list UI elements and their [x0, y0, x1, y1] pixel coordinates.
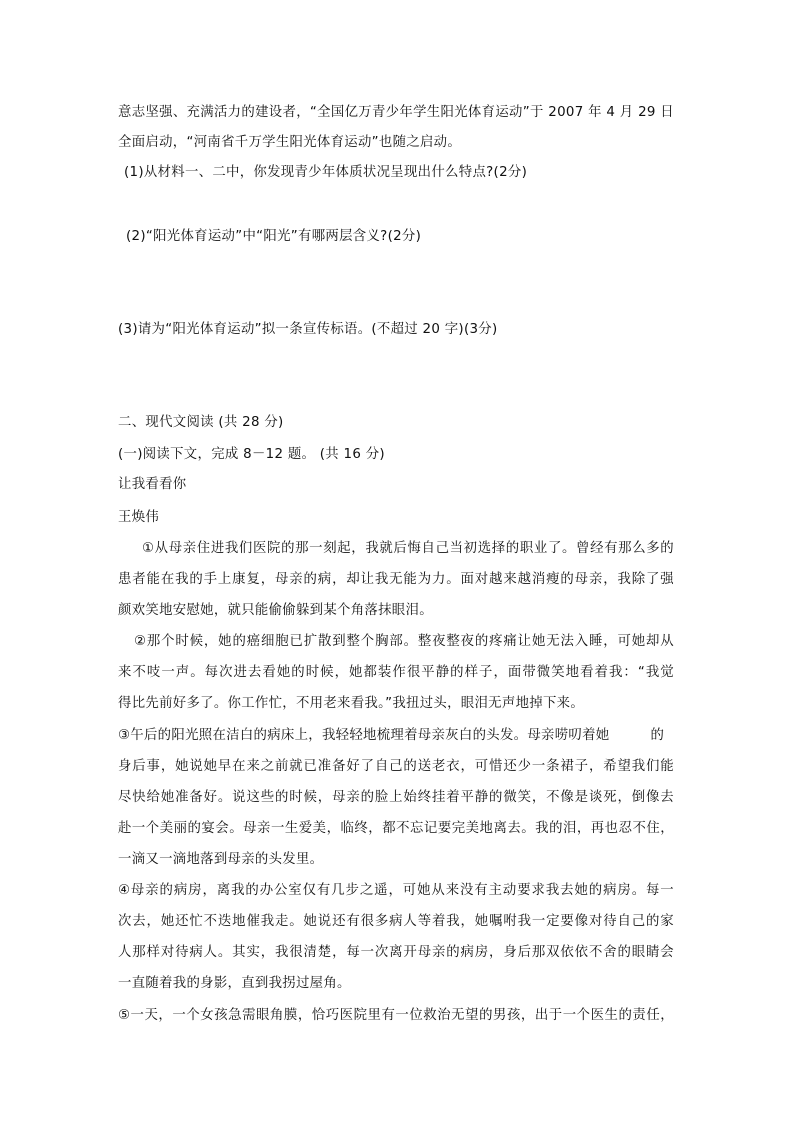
paragraph-line: 身后事，她说她早在来之前就已准备好了自己的送老衣，可惜还少一条裙子，希望我们能: [118, 759, 674, 774]
paragraph-line: ①从母亲住进我们医院的那一刻起，我就后悔自己当初选择的职业了。曾经有那么多的: [142, 541, 674, 556]
paragraph-line: ⑤一天，一个女孩急需眼角膜，恰巧医院里有一位救治无望的男孩，出于一个医生的责任，: [118, 1008, 674, 1023]
paragraph-line: ③午后的阳光照在洁白的病床上，我轻轻地梳理着母亲灰白的头发。母亲唠叨着她 的: [118, 728, 665, 743]
material-line-1: 意志坚强、充满活力的建设者，“全国亿万青少年学生阳光体育运动”于 2007 年 4 月 29 日: [118, 105, 674, 120]
paragraph-line: 赴一个美丽的宴会。母亲一生爱美，临终，都不忘记要完美地离去。我的泪，再也忍不住，: [118, 821, 674, 836]
paragraph-line: 尽快给她准备好。说这些的时候，母亲的脸上始终挂着平静的微笑，不像是谈死，倒像去: [118, 790, 674, 805]
paragraph-line: 次去，她还忙不迭地催我走。她说还有很多病人等着我，她嘱咐我一定要像对待自己的家: [118, 914, 674, 929]
section-heading: 二、现代文阅读 (共 28 分): [118, 415, 284, 430]
paragraph-line: 来不吱一声。每次进去看她的时候，她都装作很平静的样子，面带微笑地看着我：“我觉: [118, 665, 674, 680]
passage-title: 让我看看你: [118, 477, 187, 492]
question-3: (3)请为“阳光体育运动”拟一条宣传标语。(不超过 20 字)(3分): [118, 322, 498, 337]
paragraph-line: 得比先前好多了。你工作忙，不用老来看我。”我扭过头，眼泪无声地掉下来。: [118, 696, 585, 711]
paragraph-line: 一滴又一滴地落到母亲的头发里。: [118, 852, 324, 867]
paragraph-line: ②那个时候，她的癌细胞已扩散到整个胸部。整夜整夜的疼痛让她无法入睡，可她却从: [134, 634, 674, 649]
section-subheading: (一)阅读下文，完成 8－12 题。 (共 16 分): [118, 447, 385, 462]
material-line-2: 全面启动，“河南省千万学生阳光体育运动”也随之启动。: [118, 135, 462, 150]
passage-author: 王焕伟: [118, 510, 160, 525]
paragraph-line: 一直随着我的身影，直到我拐过屋角。: [118, 976, 351, 991]
paragraph-line: ④母亲的病房，离我的办公室仅有几步之遥，可她从来没有主动要求我去她的病房。每一: [118, 883, 674, 898]
question-2: (2)“阳光体育运动”中“阳光”有哪两层含义?(2分): [126, 229, 422, 244]
paragraph-line: 颜欢笑地安慰她，就只能偷偷躲到某个角落抹眼泪。: [118, 603, 433, 618]
paragraph-line: 患者能在我的手上康复，母亲的病，却让我无能为力。面对越来越消瘦的母亲，我除了强: [118, 572, 674, 587]
question-1: (1)从材料一、二中，你发现青少年体质状况呈现出什么特点?(2分): [124, 165, 528, 180]
paragraph-line: 人那样对待病人。其实，我很清楚，每一次离开母亲的病房，身后那双依依不舍的眼睛会: [118, 945, 674, 960]
